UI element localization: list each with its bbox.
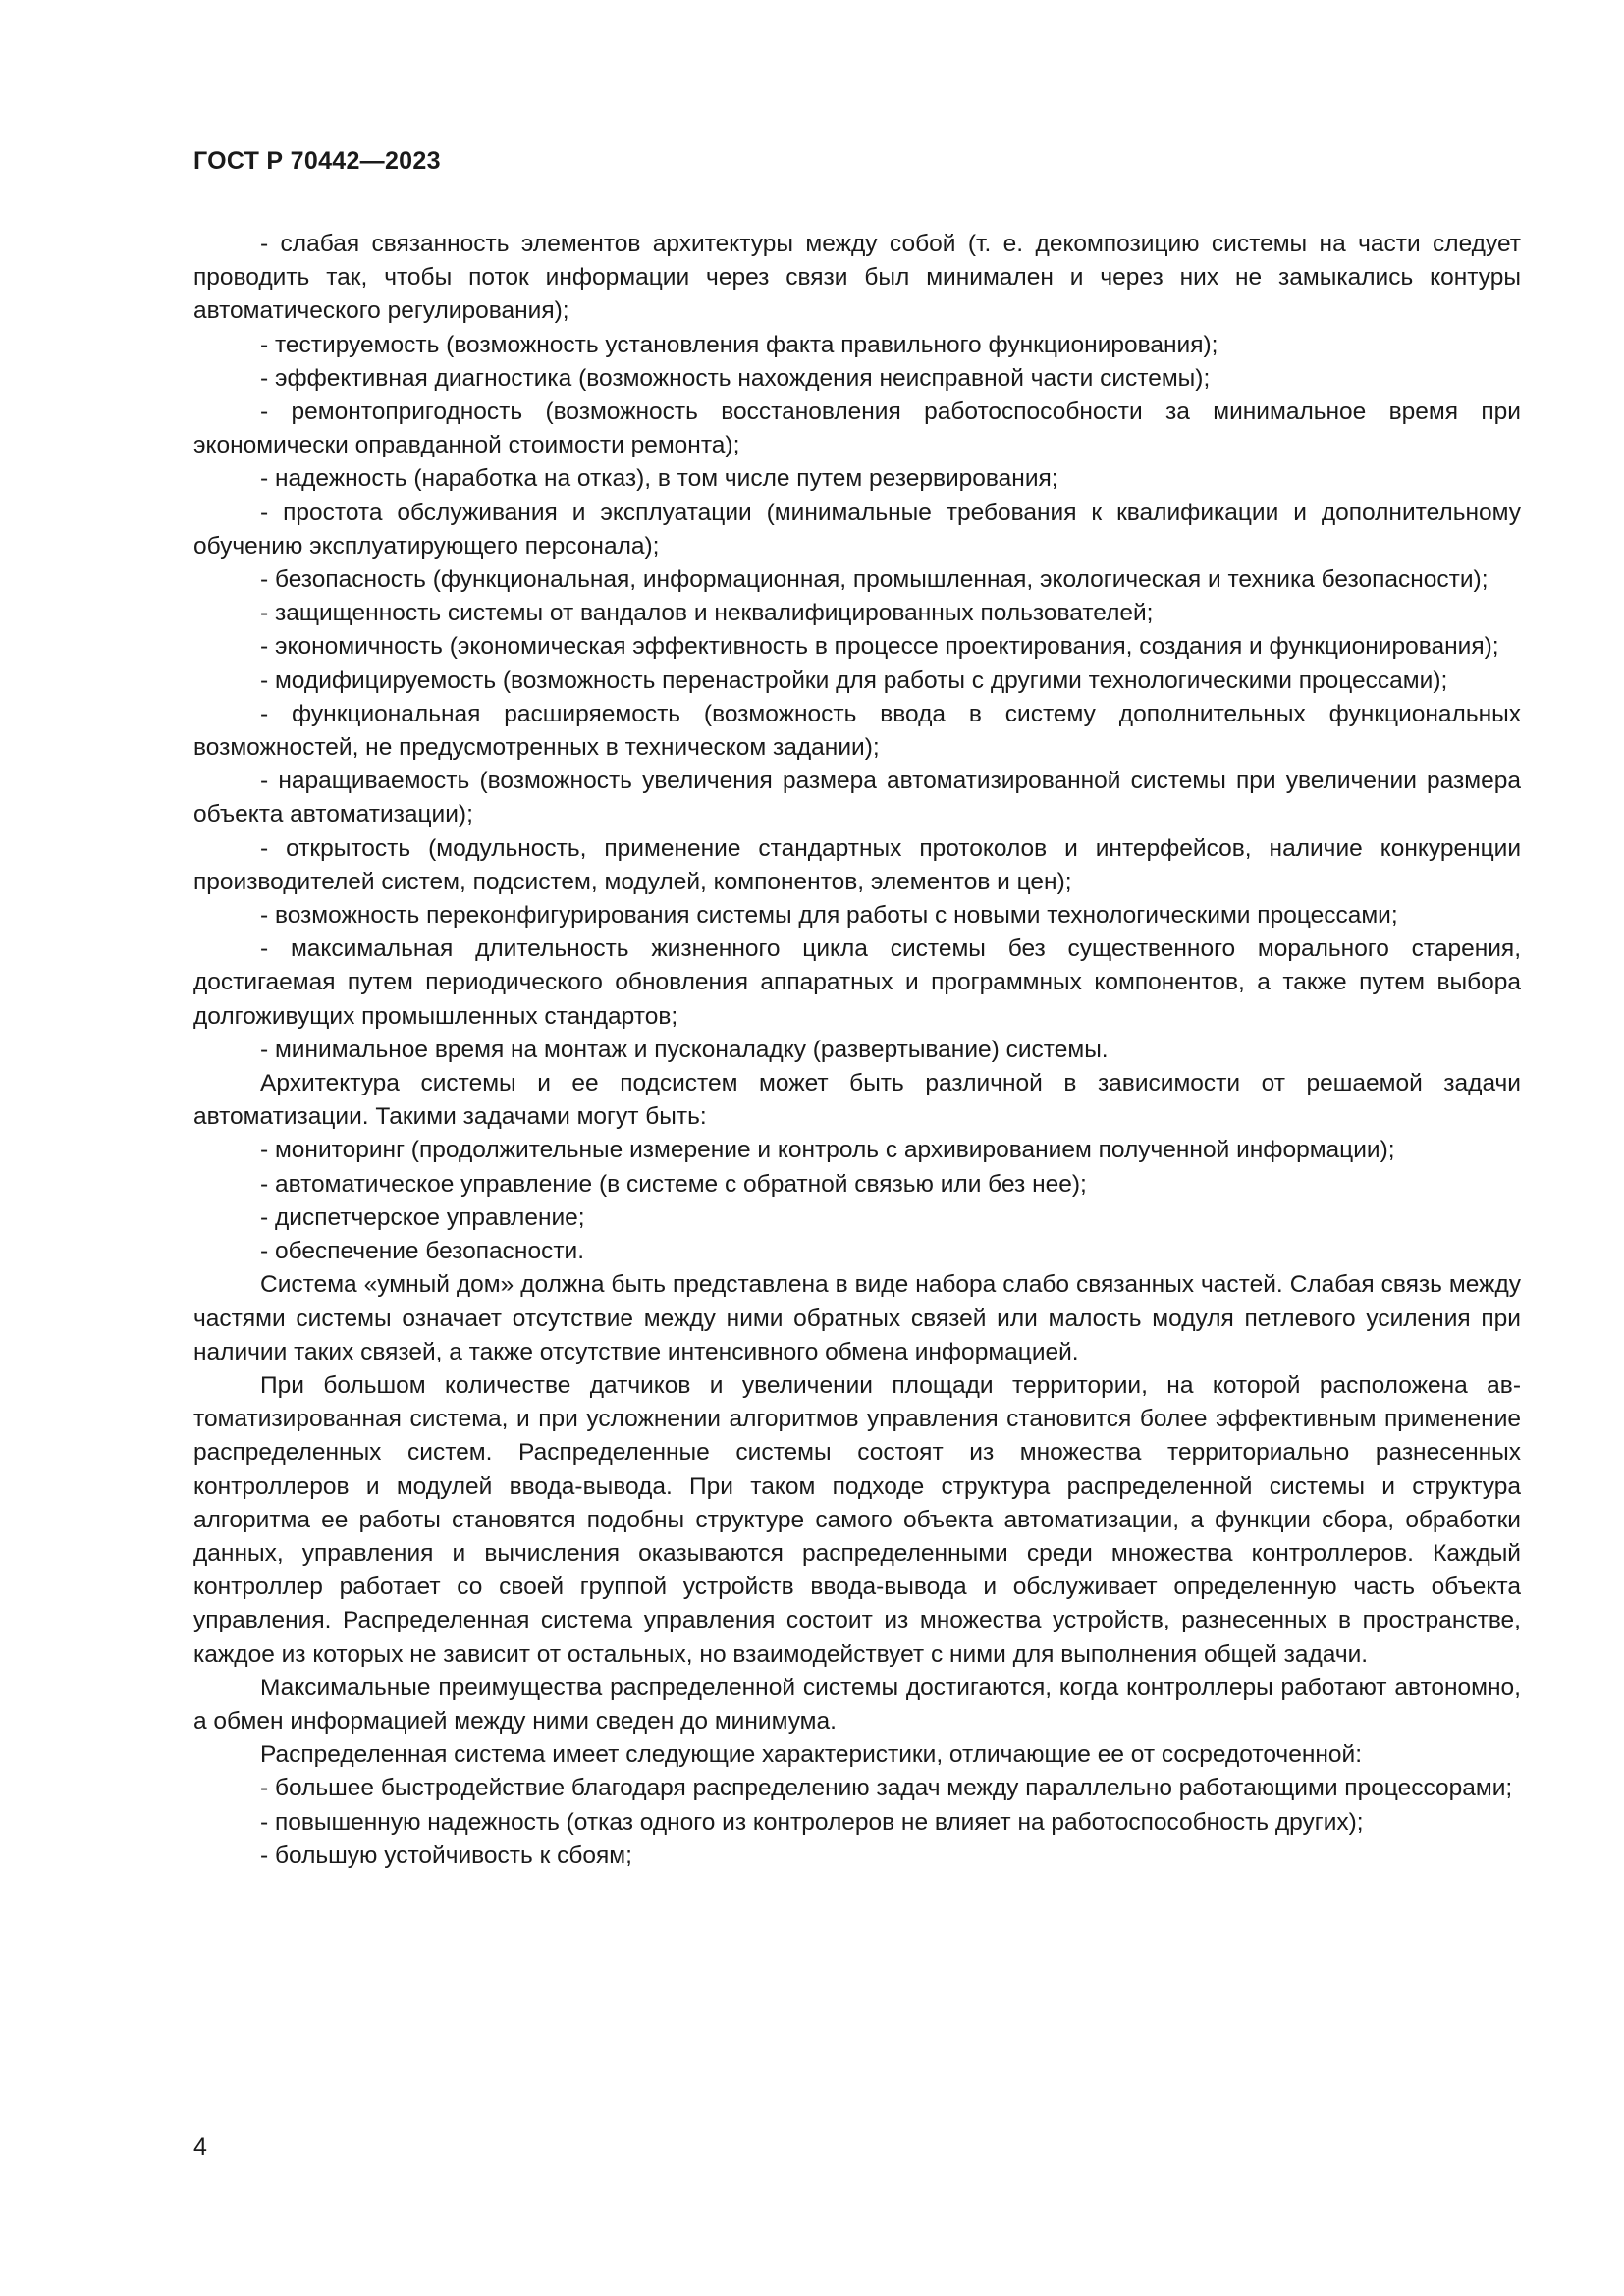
paragraph: - большее быстродействие благодаря распределению задач между параллельно работающими процессорами; [260,1775,1513,1802]
paragraph: - безопасность (функциональная, информационная, промышленная, экологическая и техника безопасности); [260,566,1489,594]
document-header: ГОСТ Р 70442—2023 [193,147,441,175]
paragraph: - большую устойчивость к сбоям; [260,1842,632,1869]
paragraph: - ремонтопригодность (возможность восстановления работоспособности за минимальное время при экономически оправданной стоимости ремонта); [193,399,1521,459]
paragraph: - надежность (наработка на отказ), в том числе путем резервирования; [260,465,1058,493]
paragraph: - тестируемость (возможность установления факта правильного функционирования); [260,331,1218,358]
paragraph: При большом количестве датчиков и увеличении площади территории, на которой расположена автоматизированная система, и при усложнении алгоритмов управления становится более эффективным применение распределенных систем. Распределенные системы состоят из множества территориально разнесенных контроллеров и модулей ввода-вывода. При таком подходе структура распределенной системы и структура алгоритма ее работы становятся подобны структуре самого объекта автоматизации, а функции сбора, обработки данных, управления и вычисления оказываются распределенными среди множества контроллеров. Каждый контроллер работает со своей группой устройств ввода-вывода и обслуживает определенную часть объекта управления. Распределенная система управления состоит из множества устройств, разнесенных в пространстве, каждое из которых не зависит от остальных, но взаимодействует с ними для выполнения общей задачи. [193,1371,1521,1668]
paragraph: - простота обслуживания и эксплуатации (минимальные требования к квалификации и дополнительному обучению эксплуатирующего персонала); [193,499,1521,560]
paragraph: Максимальные преимущества распределенной системы достигаются, когда контроллеры работают автономно, а обмен информацией между ними сведен до минимума. [193,1674,1521,1735]
paragraph: - наращиваемость (возможность увеличения размера автоматизированной системы при увеличении размера объекта автоматизации); [193,768,1521,828]
paragraph: - диспетчерское управление; [260,1203,585,1231]
paragraph: Система «умный дом» должна быть представлена в виде набора слабо связанных частей. Слабая связь между частями системы означает отсутствие между ними обратных связей или малость модуля петлевого усиления при наличии таких связей, а также отсутствие интенсивного обмена информацией. [193,1271,1521,1365]
paragraph: - модифицируемость (возможность перенастройки для работы с другими технологическими процессами); [260,667,1448,694]
paragraph: - функциональная расширяемость (возможность ввода в систему дополнительных функциональных возможностей, не предусмотренных в техническом задании); [193,700,1521,762]
paragraph: - автоматическое управление (в системе с обратной связью или без нее); [260,1170,1087,1198]
paragraph: - максимальная длительность жизненного цикла системы без существенного морального старения, достигаемая путем периодического обновления аппаратных и программных компонентов, а также путем выбора долгоживущих промышленных стандартов; [193,935,1521,1030]
document-body [193,228,1521,1873]
paragraph: - мониторинг (продолжительные измерение и контроль с архивированием полученной информации); [260,1137,1395,1164]
paragraph: - минимальное время на монтаж и пусконаладку (развертывание) системы. [260,1036,1109,1063]
paragraph: - экономичность (экономическая эффективность в процессе проектирования, создания и функционирования); [260,633,1499,661]
paragraph: - открытость (модульность, применение стандартных протоколов и интерфейсов, наличие конкуренции производителей систем, подсистем, модулей, компонентов, элементов и цен); [193,834,1521,895]
paragraph: - возможность переконфигурирования системы для работы с новыми технологическими процессами; [260,902,1398,930]
paragraph: - повышенную надежность (отказ одного из контролеров не влияет на работоспособность других); [260,1808,1364,1836]
paragraph: Распределенная система имеет следующие характеристики, отличающие ее от сосредоточенной: [260,1741,1362,1769]
paragraph: - слабая связанность элементов архитектуры между собой (т. е. декомпозицию системы на части следует проводить так, чтобы поток информации через связи был минимален и через них не замыкались контуры автоматического регулирования); [193,231,1521,325]
paragraph: - обеспечение безопасности. [260,1238,585,1265]
paragraph: Архитектура системы и ее подсистем может быть различной в зависимости от решаемой задачи автоматизации. Такими задачами могут быть: [193,1070,1521,1131]
page-number: 4 [193,2133,207,2161]
paragraph: - защищенность системы от вандалов и неквалифицированных пользователей; [260,600,1154,627]
paragraph: - эффективная диагностика (возможность нахождения неисправной части системы); [260,364,1211,392]
